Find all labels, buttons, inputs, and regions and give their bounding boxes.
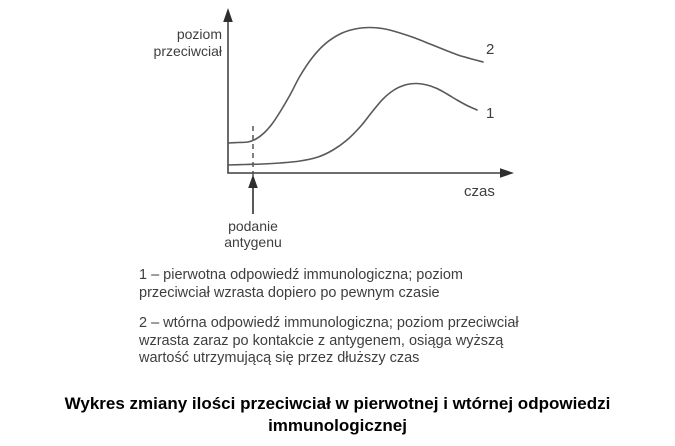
antigen-arrowhead <box>248 175 258 189</box>
notes-block <box>139 267 523 381</box>
x-axis-label: czas <box>464 183 495 200</box>
note-2: 2 – wtórna odpowiedź immunologiczna; poziom przeciwciał wzrasta zaraz po kontakcie z antygenem, osiąga wyższą wartość utrzymującą się przez dłuższy czas <box>139 315 519 366</box>
figure-caption: Wykres zmiany ilości przeciwciał w pierwotnej i wtórnej odpowiedzi immunologicznej <box>64 394 611 435</box>
curve-label-2: 2 <box>486 41 495 58</box>
curve-label-1: 1 <box>486 105 495 122</box>
y-axis-arrowhead <box>223 8 233 22</box>
curves-layer <box>228 28 483 166</box>
curve-1 <box>228 84 477 166</box>
y-axis-label: poziom przeciwciał <box>153 26 222 59</box>
curve-2 <box>228 28 483 144</box>
antigen-annotation: podanie antygenu <box>224 218 282 250</box>
note-1: 1 – pierwotna odpowiedź immunologiczna; poziom przeciwciał wzrasta dopiero po pewnym czasie <box>139 267 464 301</box>
x-axis-arrowhead <box>500 168 514 178</box>
